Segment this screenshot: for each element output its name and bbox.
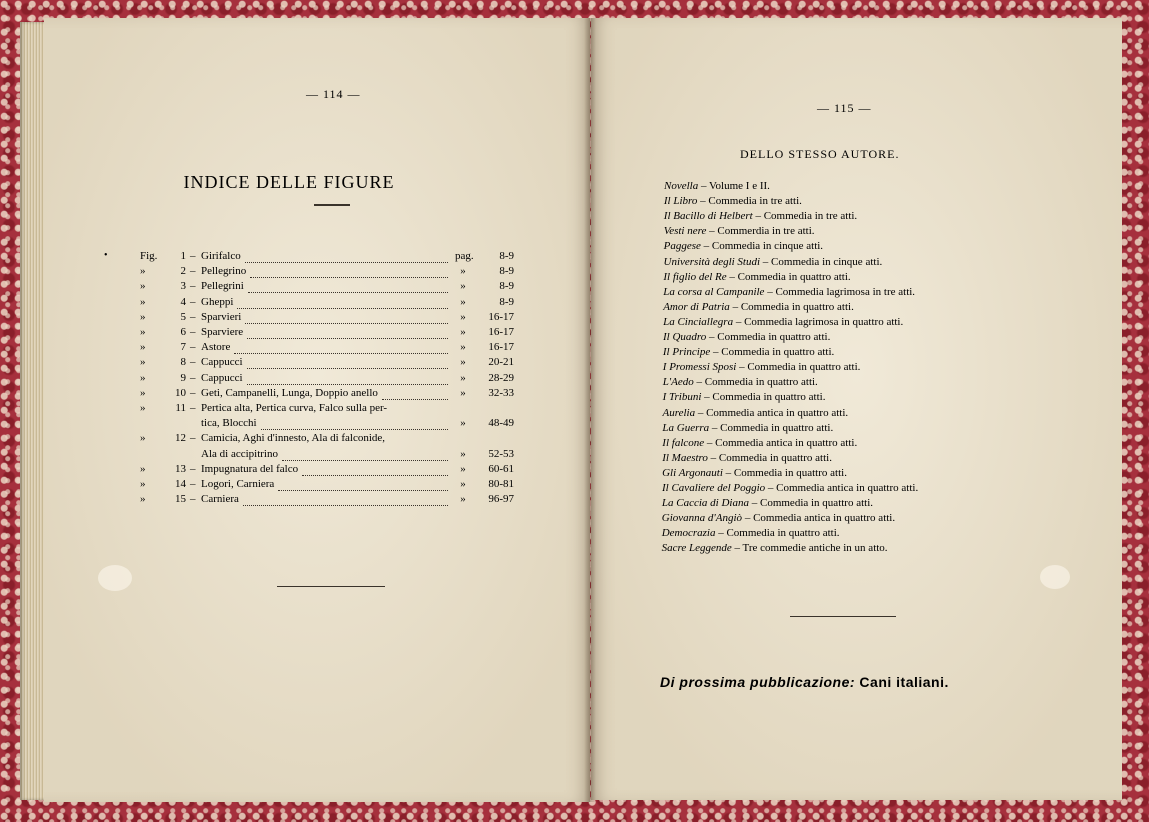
publication-notice <box>660 674 949 690</box>
page-marker: » <box>460 417 466 430</box>
dot-leader <box>247 326 448 339</box>
work-title: Sacre Leggende <box>661 542 732 555</box>
figure-pages: 16-17 <box>488 341 514 354</box>
figure-caption: Girifalco <box>201 250 241 262</box>
figure-pages: 8-9 <box>499 250 514 262</box>
work-description: – Commedia in quattro atti. <box>707 451 832 464</box>
notice-label: Di prossima pubblicazione: <box>660 674 856 690</box>
figure-caption: Impugnatura del falco <box>201 462 299 475</box>
figure-caption: Pellegrino <box>201 265 247 278</box>
figure-dash: – <box>190 280 196 293</box>
works-heading: DELLO STESSO AUTORE. <box>740 147 900 161</box>
figure-number: 10 <box>175 386 186 399</box>
figure-caption: Geti, Campanelli, Lunga, Doppio anello <box>201 386 378 399</box>
figure-row <box>140 280 514 295</box>
figure-number: 6 <box>180 326 186 338</box>
figure-caption: Camicia, Aghi d'innesto, Ala di falconide, <box>201 432 386 445</box>
page-marker: » <box>460 447 466 460</box>
work-title: Democrazia <box>661 527 716 540</box>
work-title: Il Libro <box>663 195 698 208</box>
bullet-mark: • <box>104 250 108 261</box>
figure-prefix: » <box>140 386 146 399</box>
work-description: – Commedia in quattro atti. <box>710 346 835 359</box>
figure-prefix: » <box>140 310 146 323</box>
page-marker: » <box>460 386 466 399</box>
dot-leader <box>243 493 448 506</box>
page-marker: » <box>460 265 466 278</box>
work-description: – Commedia in quattro atti. <box>748 497 874 510</box>
figure-number: 14 <box>175 478 186 490</box>
figure-pages: 60-61 <box>488 462 514 475</box>
work-title: Amor di Patria <box>663 300 730 313</box>
dot-leader <box>248 280 448 293</box>
figure-caption: Ala di accipitrino <box>201 447 278 460</box>
work-title: Paggese <box>663 240 701 253</box>
work-description: – Tre commedie antiche in un atto. <box>731 542 888 555</box>
figure-caption: Logori, Carniera <box>201 478 275 490</box>
figure-prefix: » <box>140 493 146 506</box>
work-entry <box>662 527 840 539</box>
work-description: – Commedia in quattro atti. <box>709 421 834 434</box>
work-description: – Commedia in cinque atti. <box>760 255 883 268</box>
figure-row <box>140 478 514 493</box>
work-description: – Commedia antica in quattro atti. <box>704 436 858 449</box>
work-entry <box>663 331 830 343</box>
dot-leader <box>302 463 448 476</box>
figure-row <box>140 402 514 417</box>
figure-prefix: » <box>140 295 146 308</box>
figure-prefix: » <box>140 280 146 293</box>
figure-pages: 96-97 <box>488 493 514 506</box>
work-title: La Caccia di Diana <box>661 497 749 510</box>
figure-dash: – <box>190 250 196 262</box>
work-description: – Commedia in quattro atti. <box>729 300 854 313</box>
work-entry <box>664 240 823 252</box>
work-title: La Cinciallegra <box>663 315 734 328</box>
work-title: L'Aedo <box>662 376 694 389</box>
work-entry <box>663 271 850 283</box>
figure-caption: Carniera <box>201 493 239 506</box>
page-marker: » <box>460 371 466 384</box>
work-title: Università degli Studi <box>663 255 761 268</box>
work-entry <box>664 180 770 192</box>
work-entry <box>663 286 915 298</box>
work-title: Il Principe <box>662 346 711 359</box>
dot-leader <box>245 311 448 324</box>
figure-prefix: » <box>140 265 146 278</box>
work-entry <box>662 542 888 554</box>
work-title: Il falcone <box>662 436 705 449</box>
figure-dash: – <box>190 402 196 414</box>
work-title: I Promessi Sposi <box>662 361 737 374</box>
work-entry <box>662 422 833 434</box>
figure-number: 1 <box>180 250 186 262</box>
figure-row <box>140 356 514 371</box>
figure-pages: 8-9 <box>499 295 514 308</box>
book-gutter <box>584 18 596 802</box>
page-marker: » <box>460 493 466 506</box>
page-marker: » <box>460 295 466 308</box>
work-entry <box>663 316 903 328</box>
work-title: Novella <box>664 180 699 192</box>
figure-row <box>140 417 514 432</box>
work-title: Vesti nere <box>663 225 707 238</box>
work-entry <box>662 467 847 479</box>
work-title: Il Bacillo di Helbert <box>663 210 753 223</box>
work-title: Il Maestro <box>662 451 708 464</box>
figure-pages: 20-21 <box>488 356 514 369</box>
index-title: INDICE DELLE FIGURE <box>183 172 395 192</box>
figure-pages: 28-29 <box>488 371 514 384</box>
work-title: I Tribuni <box>662 391 702 404</box>
figure-caption: Gheppi <box>201 295 234 308</box>
work-entry <box>662 512 895 524</box>
figure-number: 3 <box>180 280 186 293</box>
figure-row <box>140 493 514 508</box>
work-title: Giovanna d'Angiò <box>661 512 743 525</box>
figure-prefix: » <box>140 356 146 369</box>
work-description: – Commedia antica in quattro atti. <box>765 482 919 494</box>
figure-pages: 16-17 <box>488 310 514 323</box>
figure-prefix: » <box>140 432 146 445</box>
figure-pages: 48-49 <box>488 417 514 430</box>
figure-pages: 80-81 <box>488 478 514 490</box>
work-title: Aurelia <box>662 406 696 419</box>
work-title: Gli Argonauti <box>662 466 723 479</box>
figure-prefix: » <box>140 402 146 414</box>
page-marker: » <box>460 341 466 354</box>
figure-pages: 32-33 <box>488 386 514 399</box>
work-entry <box>663 301 854 313</box>
left-end-rule <box>277 586 385 587</box>
page-marker: » <box>460 326 466 338</box>
figure-row <box>140 311 514 326</box>
figure-caption: tica, Blocchi <box>201 417 257 430</box>
dot-leader <box>247 356 448 369</box>
figure-caption: Cappucci <box>201 371 243 384</box>
work-description: – Commedia in quattro atti. <box>701 391 826 404</box>
figure-row <box>140 341 514 356</box>
right-page-number: — 115 — <box>817 101 872 115</box>
work-title: La Guerra <box>662 421 710 434</box>
dot-leader <box>245 250 448 263</box>
figure-caption: Sparviere <box>201 326 244 338</box>
title-divider <box>314 204 350 206</box>
work-entry <box>663 407 849 419</box>
work-entry <box>662 437 857 449</box>
dot-leader <box>382 387 448 400</box>
figure-row <box>140 372 514 387</box>
figure-number: 4 <box>180 295 186 308</box>
work-description: – Commedia in cinque atti. <box>700 240 824 253</box>
figure-prefix: » <box>140 341 146 354</box>
figure-number: 15 <box>175 493 186 506</box>
figure-prefix: » <box>140 462 146 475</box>
dot-leader <box>278 478 448 491</box>
dot-leader <box>250 265 448 278</box>
figure-dash: – <box>190 326 196 338</box>
figure-caption: Pertica alta, Pertica curva, Falco sulla per- <box>201 402 388 414</box>
page-marker: » <box>460 356 466 369</box>
figure-dash: – <box>190 356 196 369</box>
dot-leader <box>234 341 448 354</box>
work-entry <box>663 376 818 388</box>
work-title: Il Cavaliere del Poggio <box>662 482 766 494</box>
figure-dash: – <box>190 478 196 490</box>
page-edges <box>20 22 46 800</box>
work-description: – Volume I e II. <box>698 180 770 192</box>
dot-leader <box>282 448 448 461</box>
figure-dash: – <box>190 265 196 278</box>
work-entry <box>664 210 857 222</box>
figure-prefix: » <box>140 371 146 384</box>
paper-stain <box>1040 565 1070 589</box>
figure-caption: Cappucci <box>201 356 243 369</box>
figure-row <box>140 265 514 280</box>
figure-caption: Sparvieri <box>201 310 242 323</box>
figure-row <box>140 387 514 402</box>
page-marker: » <box>460 280 466 293</box>
paper-stain <box>98 565 132 591</box>
work-description: – Commedia in quattro atti. <box>706 331 831 343</box>
figure-number: 9 <box>180 371 186 384</box>
figure-pages: 8-9 <box>499 265 514 278</box>
notice-title: Cani italiani. <box>859 674 949 690</box>
work-entry <box>663 361 861 373</box>
work-entry <box>663 391 826 403</box>
figure-prefix: Fig. <box>140 250 158 262</box>
work-title: Il Quadro <box>663 331 707 343</box>
dot-leader <box>261 417 448 430</box>
work-description: – Commedia antica in quattro atti. <box>695 406 849 419</box>
page-marker: » <box>460 478 466 490</box>
figure-row <box>140 250 514 265</box>
work-entry <box>662 482 918 494</box>
work-description: – Commedia lagrimosa in quattro atti. <box>733 315 904 328</box>
page-marker: » <box>460 310 466 323</box>
figure-row <box>140 448 514 463</box>
figure-dash: – <box>190 310 196 323</box>
work-description: – Commedia lagrimosa in tre atti. <box>764 285 916 298</box>
work-description: – Commedia in tre atti. <box>752 210 858 223</box>
page-marker: » <box>460 462 466 475</box>
figure-number: 8 <box>180 356 186 369</box>
dot-leader <box>247 372 448 385</box>
figure-number: 13 <box>175 462 186 475</box>
figure-row <box>140 463 514 478</box>
figure-row <box>140 296 514 311</box>
dot-leader <box>237 296 448 309</box>
figure-dash: – <box>190 341 196 354</box>
figure-dash: – <box>190 371 196 384</box>
work-entry <box>664 256 883 268</box>
work-entry <box>662 452 832 464</box>
figure-dash: – <box>190 462 196 475</box>
work-description: – Commedia in quattro atti. <box>736 361 861 374</box>
work-entry <box>662 497 873 509</box>
work-entry <box>664 195 802 207</box>
figure-number: 2 <box>180 265 186 278</box>
work-description: – Commedia in quattro atti. <box>722 466 847 479</box>
figure-dash: – <box>190 386 196 399</box>
figure-number: 12 <box>175 432 186 445</box>
figure-number: 5 <box>180 310 186 323</box>
figure-row <box>140 326 514 341</box>
work-title: Il figlio del Re <box>663 270 727 283</box>
work-description: – Commedia antica in quattro atti. <box>742 512 896 525</box>
work-description: – Commedia in quattro atti. <box>726 270 851 283</box>
work-entry <box>664 225 815 237</box>
figure-caption: Astore <box>201 341 231 354</box>
work-description: – Commedia in quattro atti. <box>715 527 840 540</box>
figure-pages: 16-17 <box>488 326 514 338</box>
right-end-rule <box>790 616 896 617</box>
work-entry <box>663 346 834 358</box>
figure-dash: – <box>190 493 196 506</box>
figure-dash: – <box>190 295 196 308</box>
figure-dash: – <box>190 432 196 445</box>
figure-pages: 52-53 <box>488 447 514 460</box>
work-description: – Commerdia in tre atti. <box>706 225 815 238</box>
figure-row <box>140 432 514 447</box>
page-marker: pag. <box>455 250 474 262</box>
left-page-number: — 114 — <box>306 87 361 101</box>
work-title: La corsa al Campanile <box>663 285 765 298</box>
work-description: – Commedia in quattro atti. <box>693 376 818 389</box>
work-description: – Commedia in tre atti. <box>697 195 802 208</box>
figure-caption: Pellegrini <box>201 280 244 293</box>
figure-pages: 8-9 <box>499 280 514 293</box>
figure-number: 11 <box>175 402 186 414</box>
figure-number: 7 <box>180 341 186 354</box>
figure-prefix: » <box>140 326 146 338</box>
figure-prefix: » <box>140 478 146 490</box>
